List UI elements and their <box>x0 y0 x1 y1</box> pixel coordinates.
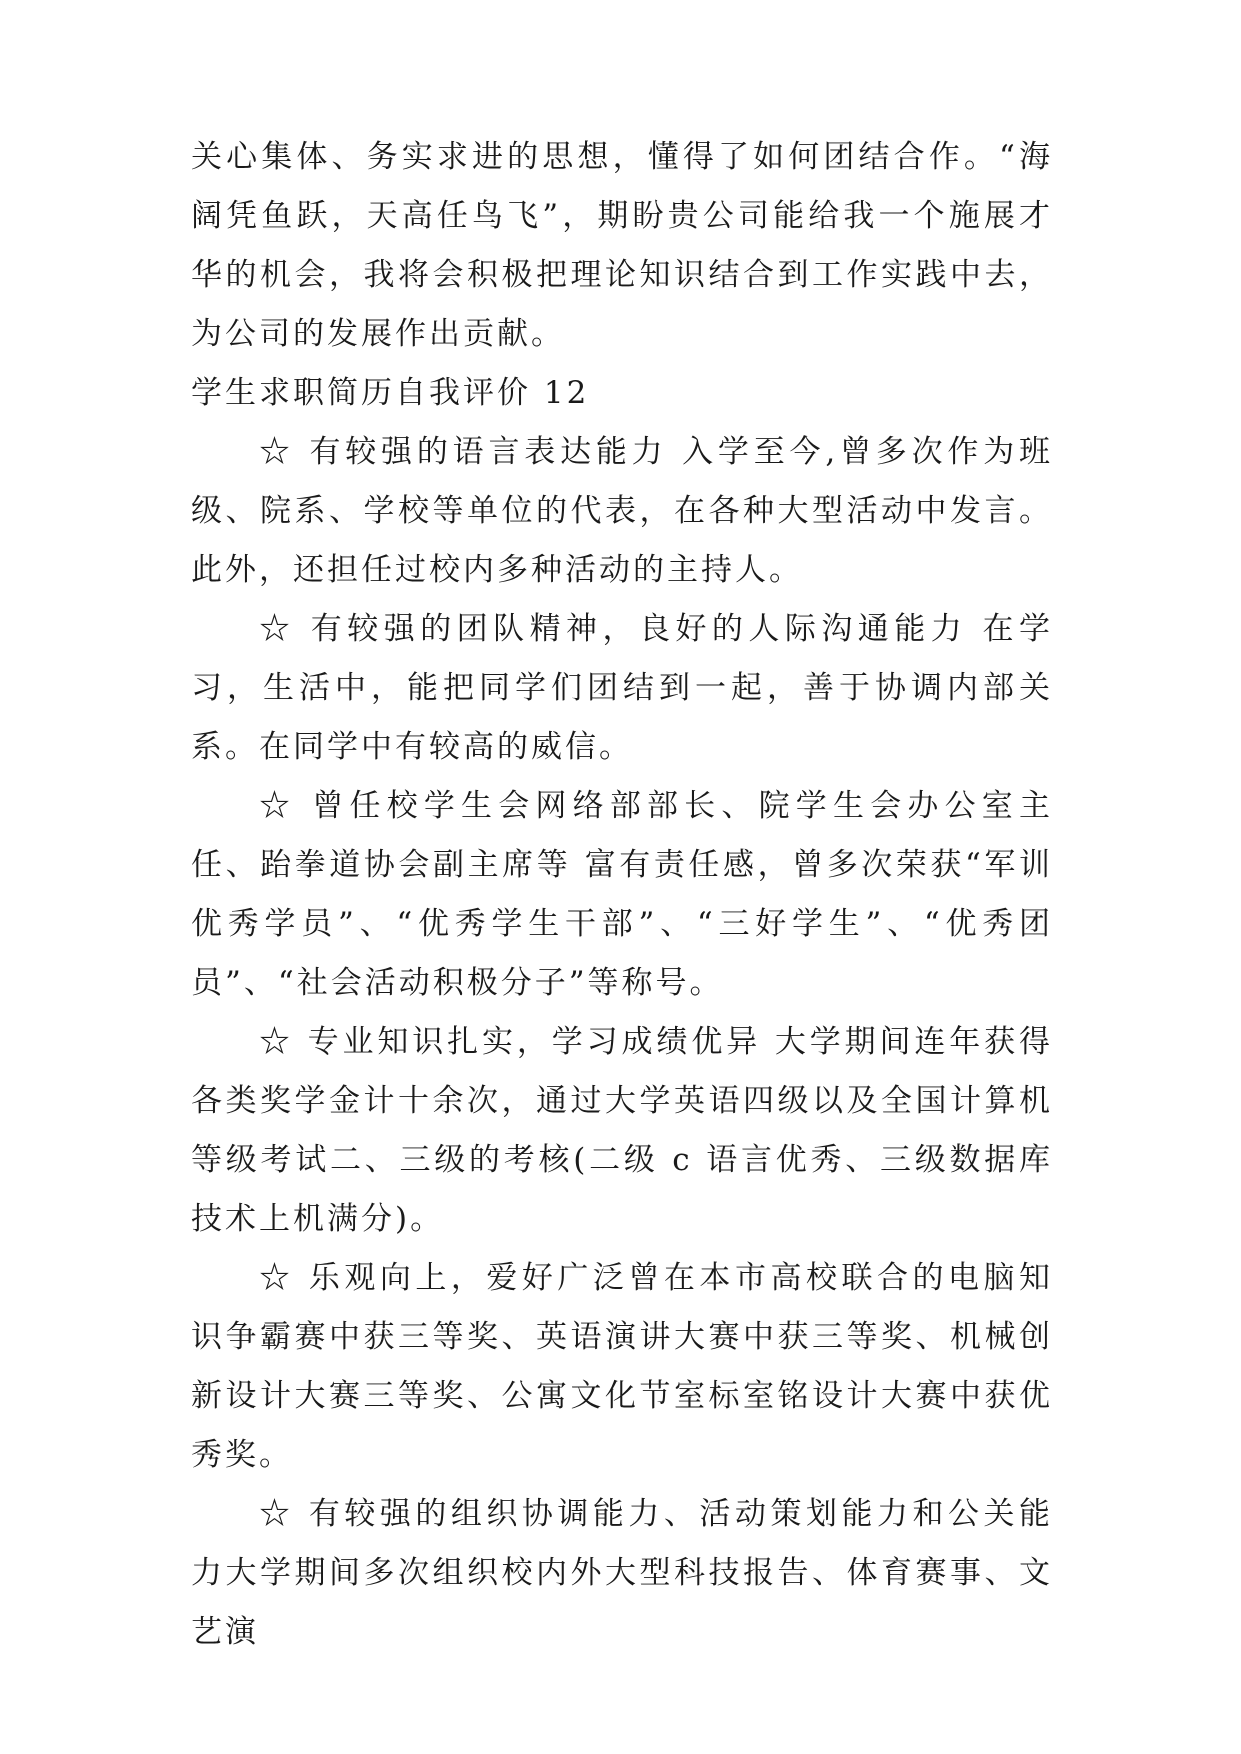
evaluation-item-positions: ☆ 曾任校学生会网络部部长、院学生会办公室主任、跆拳道协会副主席等 富有责任感，曾多次荣获“军训优秀学员”、“优秀学生干部”、“三好学生”、“优秀团员”、“社会活动积极分子”等称号。 <box>191 788 1053 1001</box>
evaluation-item-organization: ☆ 有较强的组织协调能力、活动策划能力和公关能力大学期间多次组织校内外大型科技报告、体育赛事、文艺演 <box>191 1496 1053 1650</box>
evaluation-item-language: ☆ 有较强的语言表达能力 入学至今,曾多次作为班级、院系、学校等单位的代表，在各种大型活动中发言。此外，还担任过校内多种活动的主持人。 <box>191 434 1053 588</box>
evaluation-item-teamwork: ☆ 有较强的团队精神，良好的人际沟通能力 在学习，生活中，能把同学们团结到一起，善于协调内部关系。在同学中有较高的威信。 <box>191 611 1053 765</box>
section-title: 学生求职简历自我评价 12 <box>191 375 590 411</box>
evaluation-item-awards: ☆ 乐观向上，爱好广泛曾在本市高校联合的电脑知识争霸赛中获三等奖、英语演讲大赛中获三等奖、机械创新设计大赛三等奖、公寓文化节室标室铭设计大赛中获优秀奖。 <box>191 1260 1053 1473</box>
closing-paragraph: 关心集体、务实求进的思想，懂得了如何团结合作。“海阔凭鱼跃，天高任鸟飞”，期盼贵公司能给我一个施展才华的机会，我将会积极把理论知识结合到工作实践中去，为公司的发展作出贡献。 <box>191 139 1053 352</box>
evaluation-item-academics: ☆ 专业知识扎实，学习成绩优异 大学期间连年获得各类奖学金计十余次，通过大学英语四级以及全国计算机等级考试二、三级的考核(二级 c 语言优秀、三级数据库技术上机满分)。 <box>191 1024 1053 1237</box>
document-body <box>191 128 1053 1662</box>
